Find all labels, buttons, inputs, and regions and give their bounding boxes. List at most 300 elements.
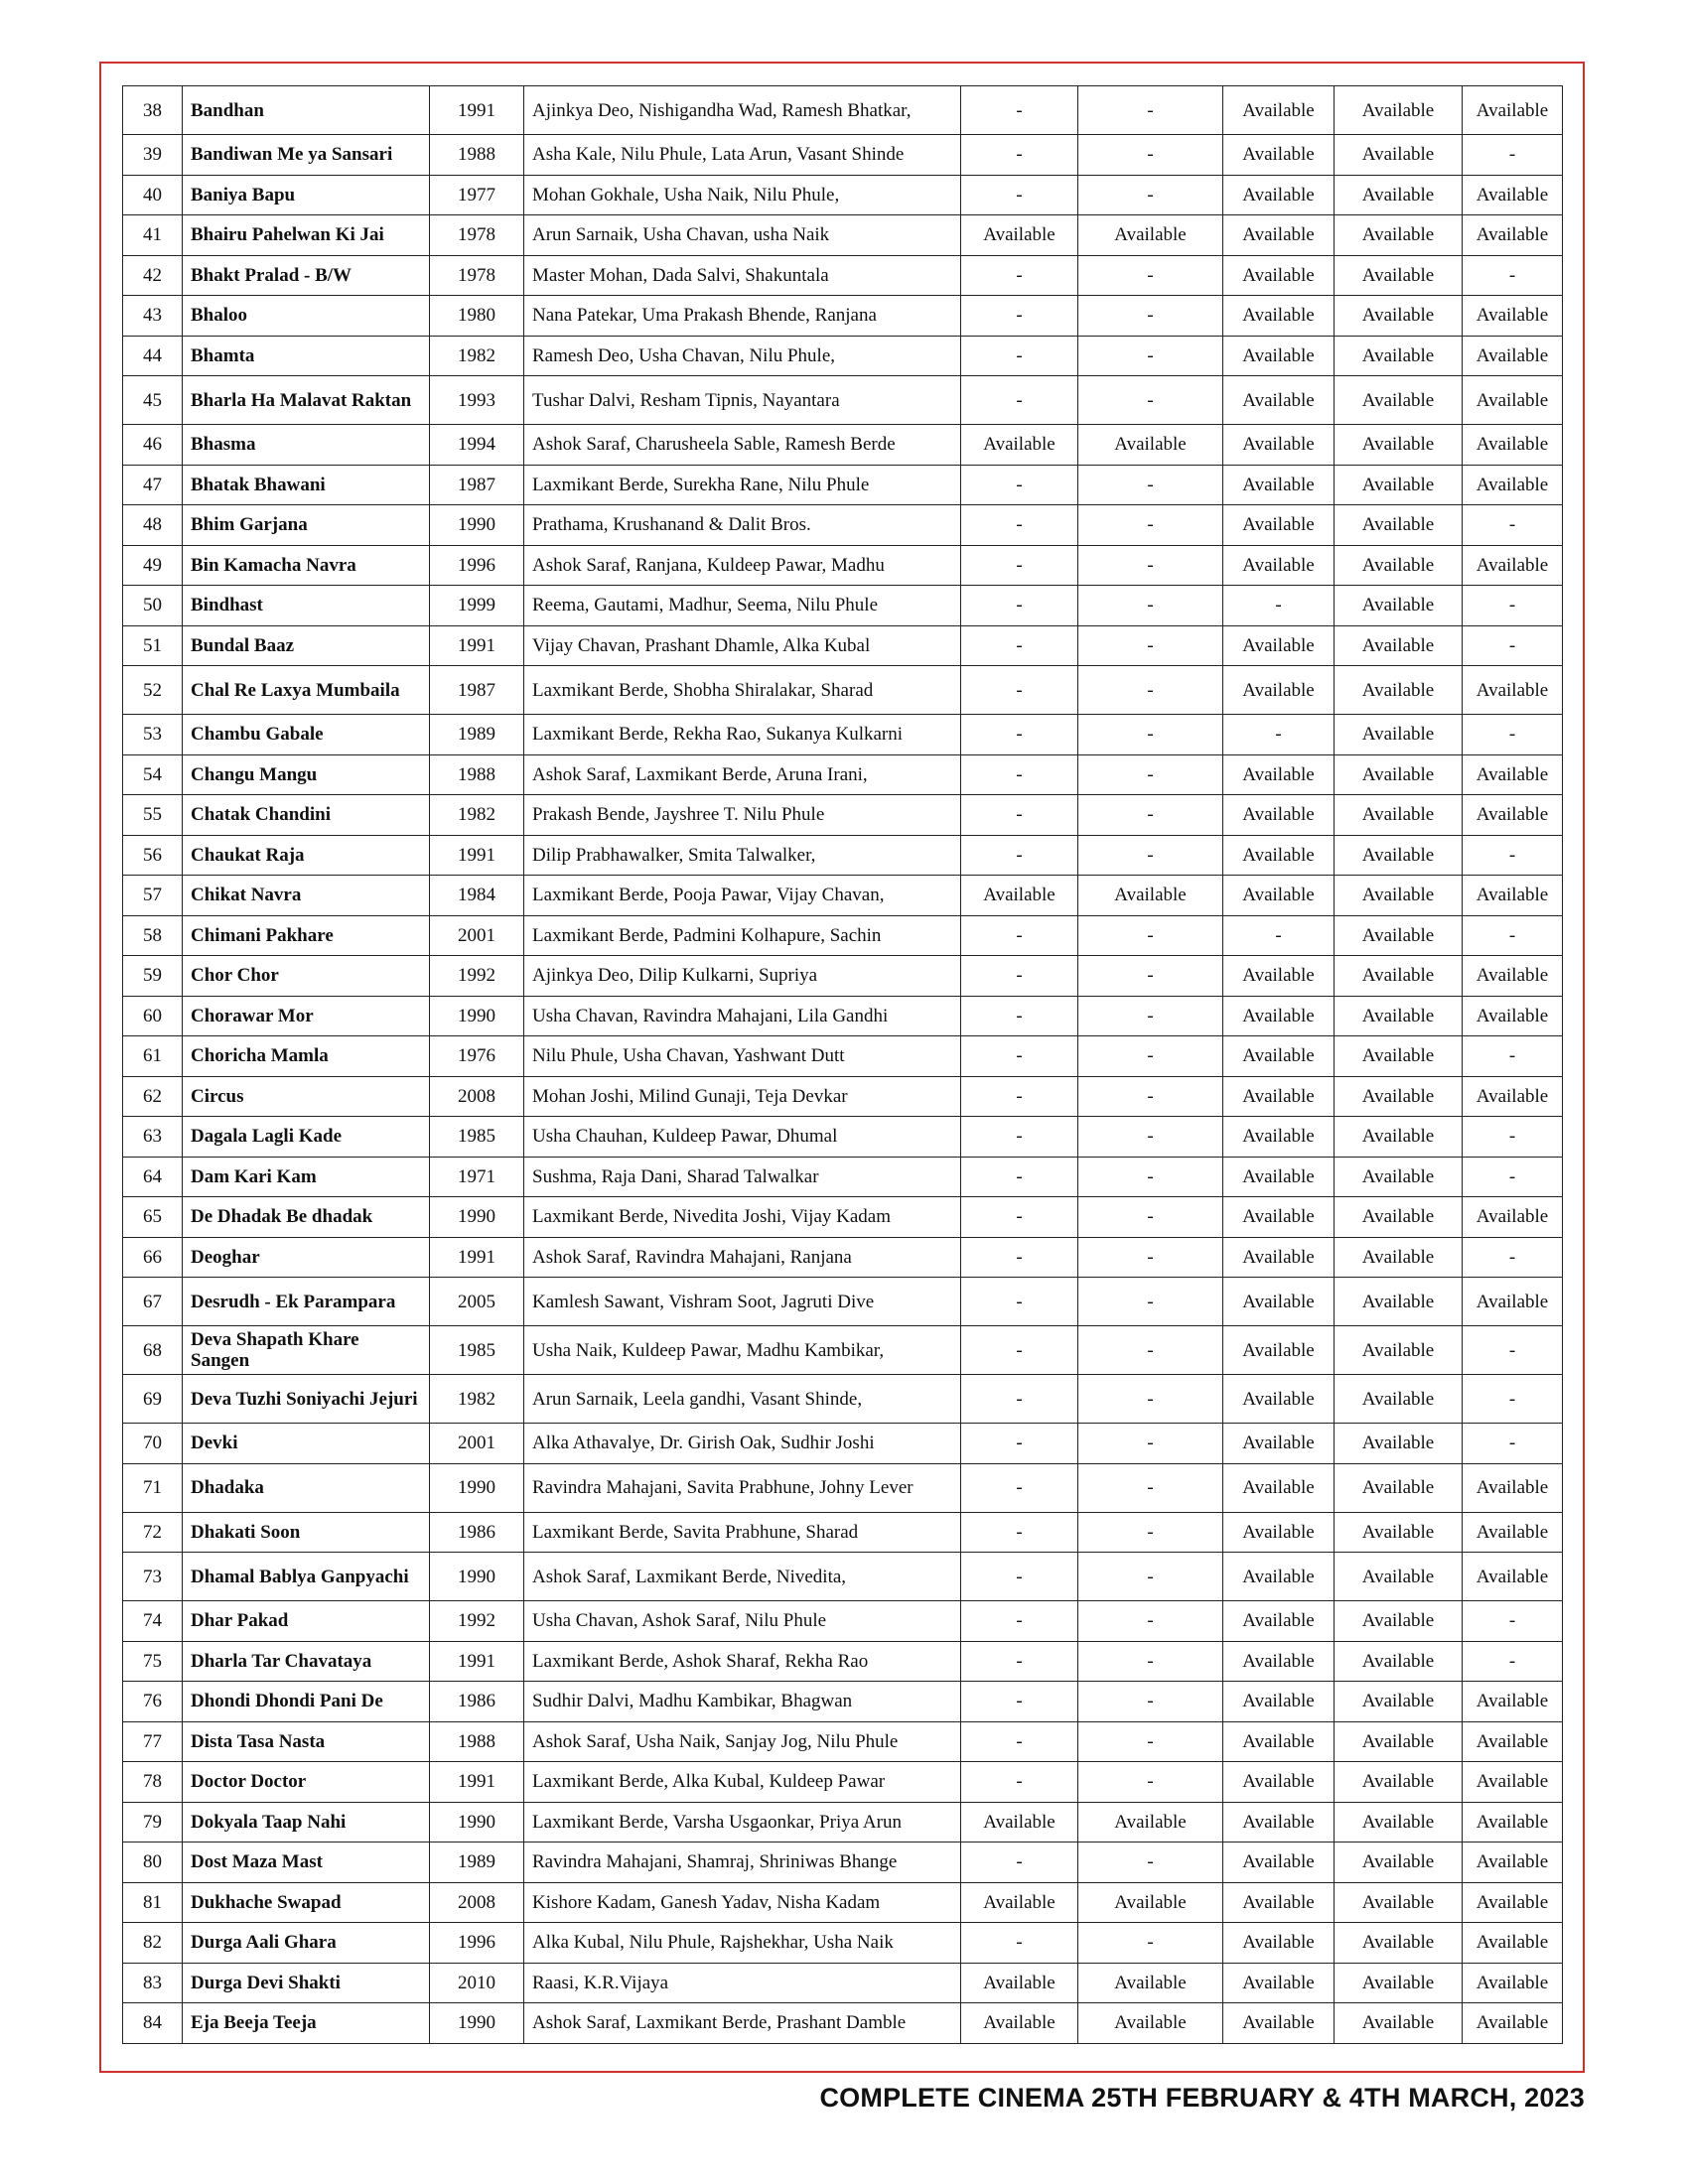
availability-2: Available xyxy=(1078,876,1223,916)
table-row xyxy=(123,175,1563,215)
availability-3: Available xyxy=(1223,996,1335,1036)
availability-5: Available xyxy=(1463,956,1563,997)
availability-5: Available xyxy=(1463,545,1563,586)
availability-3: Available xyxy=(1223,1843,1335,1883)
availability-4: Available xyxy=(1335,1923,1463,1964)
film-year: 1992 xyxy=(430,956,524,997)
availability-4: Available xyxy=(1335,586,1463,626)
film-number: 39 xyxy=(123,135,183,176)
availability-3: Available xyxy=(1223,876,1335,916)
availability-3: Available xyxy=(1223,1601,1335,1642)
availability-2: - xyxy=(1078,1553,1223,1601)
table-row xyxy=(123,465,1563,505)
availability-1: - xyxy=(961,1076,1078,1117)
availability-2: - xyxy=(1078,715,1223,755)
availability-2: - xyxy=(1078,1076,1223,1117)
availability-5: - xyxy=(1463,1157,1563,1197)
table-row xyxy=(123,1762,1563,1803)
film-table xyxy=(122,85,1563,2044)
film-year: 1985 xyxy=(430,1117,524,1158)
availability-5: Available xyxy=(1463,296,1563,337)
film-number: 83 xyxy=(123,1963,183,2003)
film-cast: Asha Kale, Nilu Phule, Lata Arun, Vasant Shinde xyxy=(524,135,961,176)
availability-3: Available xyxy=(1223,1375,1335,1424)
availability-4: Available xyxy=(1335,1424,1463,1464)
availability-1: - xyxy=(961,465,1078,505)
film-year: 1994 xyxy=(430,425,524,466)
availability-3: Available xyxy=(1223,1278,1335,1326)
film-year: 1985 xyxy=(430,1326,524,1375)
table-row xyxy=(123,1601,1563,1642)
availability-2: Available xyxy=(1078,1802,1223,1843)
availability-5: - xyxy=(1463,1424,1563,1464)
film-number: 51 xyxy=(123,625,183,666)
availability-2: - xyxy=(1078,135,1223,176)
availability-1: - xyxy=(961,1237,1078,1278)
film-title: Eja Beeja Teeja xyxy=(183,2003,430,2044)
film-year: 1990 xyxy=(430,996,524,1036)
film-title: Chatak Chandini xyxy=(183,795,430,836)
availability-4: Available xyxy=(1335,1157,1463,1197)
availability-2: - xyxy=(1078,666,1223,715)
table-row xyxy=(123,996,1563,1036)
film-title: Bandhan xyxy=(183,86,430,135)
availability-2: - xyxy=(1078,1036,1223,1077)
availability-2: - xyxy=(1078,1843,1223,1883)
availability-4: Available xyxy=(1335,956,1463,997)
film-year: 2010 xyxy=(430,1963,524,2003)
film-number: 47 xyxy=(123,465,183,505)
availability-4: Available xyxy=(1335,255,1463,296)
availability-4: Available xyxy=(1335,835,1463,876)
availability-2: Available xyxy=(1078,1882,1223,1923)
availability-2: - xyxy=(1078,1375,1223,1424)
film-cast: Usha Chavan, Ashok Saraf, Nilu Phule xyxy=(524,1601,961,1642)
availability-3: Available xyxy=(1223,1076,1335,1117)
availability-2: - xyxy=(1078,586,1223,626)
availability-1: - xyxy=(961,175,1078,215)
availability-2: - xyxy=(1078,915,1223,956)
table-row xyxy=(123,1076,1563,1117)
availability-2: - xyxy=(1078,465,1223,505)
film-title: Chal Re Laxya Mumbaila xyxy=(183,666,430,715)
availability-1: - xyxy=(961,1601,1078,1642)
availability-1: - xyxy=(961,1197,1078,1238)
film-cast: Laxmikant Berde, Varsha Usgaonkar, Priya Arun xyxy=(524,1802,961,1843)
film-title: Dhakati Soon xyxy=(183,1512,430,1553)
availability-4: Available xyxy=(1335,376,1463,425)
film-year: 1976 xyxy=(430,1036,524,1077)
film-year: 1992 xyxy=(430,1601,524,1642)
film-year: 1990 xyxy=(430,1553,524,1601)
availability-4: Available xyxy=(1335,1036,1463,1077)
availability-3: Available xyxy=(1223,425,1335,466)
availability-4: Available xyxy=(1335,1375,1463,1424)
film-title: Changu Mangu xyxy=(183,754,430,795)
availability-4: Available xyxy=(1335,1463,1463,1512)
film-cast: Arun Sarnaik, Leela gandhi, Vasant Shinde, xyxy=(524,1375,961,1424)
film-number: 77 xyxy=(123,1721,183,1762)
film-year: 1971 xyxy=(430,1157,524,1197)
film-number: 82 xyxy=(123,1923,183,1964)
availability-1: - xyxy=(961,1278,1078,1326)
film-cast: Nana Patekar, Uma Prakash Bhende, Ranjana xyxy=(524,296,961,337)
availability-3: Available xyxy=(1223,255,1335,296)
availability-2: Available xyxy=(1078,1963,1223,2003)
film-year: 2001 xyxy=(430,915,524,956)
film-title: Deva Tuzhi Soniyachi Jejuri xyxy=(183,1375,430,1424)
availability-1: - xyxy=(961,1641,1078,1682)
film-cast: Ashok Saraf, Laxmikant Berde, Nivedita, xyxy=(524,1553,961,1601)
film-year: 1990 xyxy=(430,1197,524,1238)
availability-5: - xyxy=(1463,1237,1563,1278)
film-title: Durga Devi Shakti xyxy=(183,1963,430,2003)
availability-3: Available xyxy=(1223,1963,1335,2003)
availability-4: Available xyxy=(1335,1682,1463,1722)
film-title: Dharla Tar Chavataya xyxy=(183,1641,430,1682)
availability-2: - xyxy=(1078,296,1223,337)
film-year: 1980 xyxy=(430,296,524,337)
film-cast: Ashok Saraf, Laxmikant Berde, Prashant Damble xyxy=(524,2003,961,2044)
availability-2: - xyxy=(1078,1721,1223,1762)
film-cast: Alka Kubal, Nilu Phule, Rajshekhar, Usha Naik xyxy=(524,1923,961,1964)
film-year: 1996 xyxy=(430,1923,524,1964)
availability-1: Available xyxy=(961,1882,1078,1923)
availability-5: - xyxy=(1463,715,1563,755)
availability-1: - xyxy=(961,1463,1078,1512)
availability-1: - xyxy=(961,915,1078,956)
film-title: Dhondi Dhondi Pani De xyxy=(183,1682,430,1722)
film-year: 1986 xyxy=(430,1682,524,1722)
availability-3: Available xyxy=(1223,666,1335,715)
availability-1: - xyxy=(961,1326,1078,1375)
availability-3: Available xyxy=(1223,1197,1335,1238)
availability-4: Available xyxy=(1335,1117,1463,1158)
availability-1: Available xyxy=(961,1963,1078,2003)
table-row xyxy=(123,715,1563,755)
availability-2: - xyxy=(1078,1278,1223,1326)
film-year: 2001 xyxy=(430,1424,524,1464)
availability-3: Available xyxy=(1223,1463,1335,1512)
availability-2: - xyxy=(1078,1463,1223,1512)
table-row xyxy=(123,1036,1563,1077)
film-number: 38 xyxy=(123,86,183,135)
availability-1: - xyxy=(961,1375,1078,1424)
availability-5: Available xyxy=(1463,2003,1563,2044)
availability-1: - xyxy=(961,296,1078,337)
availability-1: - xyxy=(961,715,1078,755)
film-cast: Laxmikant Berde, Alka Kubal, Kuldeep Pawar xyxy=(524,1762,961,1803)
availability-4: Available xyxy=(1335,1963,1463,2003)
film-year: 1986 xyxy=(430,1512,524,1553)
availability-2: - xyxy=(1078,545,1223,586)
availability-2: - xyxy=(1078,505,1223,546)
table-row xyxy=(123,876,1563,916)
availability-5: - xyxy=(1463,1601,1563,1642)
film-number: 63 xyxy=(123,1117,183,1158)
availability-4: Available xyxy=(1335,1512,1463,1553)
availability-3: Available xyxy=(1223,795,1335,836)
film-cast: Master Mohan, Dada Salvi, Shakuntala xyxy=(524,255,961,296)
availability-1: - xyxy=(961,795,1078,836)
film-cast: Ashok Saraf, Laxmikant Berde, Aruna Irani, xyxy=(524,754,961,795)
availability-2: - xyxy=(1078,754,1223,795)
availability-2: Available xyxy=(1078,2003,1223,2044)
film-year: 1989 xyxy=(430,1843,524,1883)
film-title: Durga Aali Ghara xyxy=(183,1923,430,1964)
availability-3: Available xyxy=(1223,2003,1335,2044)
film-title: Doctor Doctor xyxy=(183,1762,430,1803)
table-row xyxy=(123,2003,1563,2044)
table-row xyxy=(123,795,1563,836)
availability-3: Available xyxy=(1223,376,1335,425)
availability-1: - xyxy=(961,666,1078,715)
availability-2: - xyxy=(1078,175,1223,215)
table-row xyxy=(123,586,1563,626)
availability-2: - xyxy=(1078,86,1223,135)
film-cast: Sushma, Raja Dani, Sharad Talwalkar xyxy=(524,1157,961,1197)
film-title: Bhaloo xyxy=(183,296,430,337)
availability-3: Available xyxy=(1223,465,1335,505)
film-number: 53 xyxy=(123,715,183,755)
availability-5: Available xyxy=(1463,1802,1563,1843)
film-number: 73 xyxy=(123,1553,183,1601)
availability-1: Available xyxy=(961,1802,1078,1843)
availability-2: - xyxy=(1078,1512,1223,1553)
film-cast: Alka Athavalye, Dr. Girish Oak, Sudhir Joshi xyxy=(524,1424,961,1464)
availability-4: Available xyxy=(1335,1237,1463,1278)
film-year: 1991 xyxy=(430,1641,524,1682)
availability-3: Available xyxy=(1223,1802,1335,1843)
availability-3: Available xyxy=(1223,956,1335,997)
availability-5: - xyxy=(1463,1641,1563,1682)
film-title: Dagala Lagli Kade xyxy=(183,1117,430,1158)
film-cast: Prakash Bende, Jayshree T. Nilu Phule xyxy=(524,795,961,836)
film-year: 1993 xyxy=(430,376,524,425)
film-title: Chorawar Mor xyxy=(183,996,430,1036)
film-number: 56 xyxy=(123,835,183,876)
table-row xyxy=(123,545,1563,586)
film-year: 2008 xyxy=(430,1882,524,1923)
film-year: 1991 xyxy=(430,625,524,666)
film-title: De Dhadak Be dhadak xyxy=(183,1197,430,1238)
availability-1: - xyxy=(961,1117,1078,1158)
availability-3: Available xyxy=(1223,336,1335,376)
availability-3: Available xyxy=(1223,1923,1335,1964)
availability-4: Available xyxy=(1335,505,1463,546)
film-cast: Vijay Chavan, Prashant Dhamle, Alka Kubal xyxy=(524,625,961,666)
availability-5: - xyxy=(1463,135,1563,176)
film-number: 48 xyxy=(123,505,183,546)
film-number: 55 xyxy=(123,795,183,836)
availability-2: - xyxy=(1078,1424,1223,1464)
film-year: 1987 xyxy=(430,465,524,505)
availability-2: - xyxy=(1078,1157,1223,1197)
table-row xyxy=(123,86,1563,135)
availability-1: - xyxy=(961,86,1078,135)
availability-4: Available xyxy=(1335,1197,1463,1238)
availability-4: Available xyxy=(1335,666,1463,715)
film-number: 69 xyxy=(123,1375,183,1424)
availability-1: - xyxy=(961,1036,1078,1077)
film-title: Dukhache Swapad xyxy=(183,1882,430,1923)
availability-4: Available xyxy=(1335,2003,1463,2044)
table-row xyxy=(123,1157,1563,1197)
availability-2: - xyxy=(1078,376,1223,425)
availability-1: Available xyxy=(961,425,1078,466)
table-row xyxy=(123,1923,1563,1964)
availability-4: Available xyxy=(1335,545,1463,586)
availability-1: Available xyxy=(961,876,1078,916)
film-title: Deoghar xyxy=(183,1237,430,1278)
film-year: 1991 xyxy=(430,835,524,876)
availability-3: Available xyxy=(1223,1882,1335,1923)
availability-1: - xyxy=(961,835,1078,876)
availability-1: Available xyxy=(961,215,1078,256)
film-cast: Ashok Saraf, Usha Naik, Sanjay Jog, Nilu Phule xyxy=(524,1721,961,1762)
table-row xyxy=(123,505,1563,546)
film-cast: Tushar Dalvi, Resham Tipnis, Nayantara xyxy=(524,376,961,425)
availability-3: Available xyxy=(1223,1762,1335,1803)
film-title: Chimani Pakhare xyxy=(183,915,430,956)
availability-2: - xyxy=(1078,795,1223,836)
availability-5: Available xyxy=(1463,86,1563,135)
availability-4: Available xyxy=(1335,1326,1463,1375)
film-year: 1988 xyxy=(430,754,524,795)
film-cast: Usha Chauhan, Kuldeep Pawar, Dhumal xyxy=(524,1117,961,1158)
availability-5: Available xyxy=(1463,1762,1563,1803)
film-cast: Laxmikant Berde, Nivedita Joshi, Vijay Kadam xyxy=(524,1197,961,1238)
table-row xyxy=(123,1843,1563,1883)
film-year: 1977 xyxy=(430,175,524,215)
film-cast: Reema, Gautami, Madhur, Seema, Nilu Phule xyxy=(524,586,961,626)
film-number: 42 xyxy=(123,255,183,296)
film-number: 40 xyxy=(123,175,183,215)
table-row xyxy=(123,1117,1563,1158)
availability-3: Available xyxy=(1223,215,1335,256)
availability-1: - xyxy=(961,1157,1078,1197)
film-title: Dam Kari Kam xyxy=(183,1157,430,1197)
availability-2: - xyxy=(1078,1197,1223,1238)
film-title: Bin Kamacha Navra xyxy=(183,545,430,586)
film-number: 49 xyxy=(123,545,183,586)
availability-5: Available xyxy=(1463,1721,1563,1762)
film-title: Baniya Bapu xyxy=(183,175,430,215)
availability-4: Available xyxy=(1335,996,1463,1036)
availability-5: Available xyxy=(1463,336,1563,376)
availability-5: Available xyxy=(1463,1682,1563,1722)
film-year: 1991 xyxy=(430,1762,524,1803)
availability-5: - xyxy=(1463,1326,1563,1375)
film-title: Bandiwan Me ya Sansari xyxy=(183,135,430,176)
availability-5: Available xyxy=(1463,1553,1563,1601)
availability-2: - xyxy=(1078,1641,1223,1682)
table-row xyxy=(123,1802,1563,1843)
film-title: Chaukat Raja xyxy=(183,835,430,876)
film-cast: Sudhir Dalvi, Madhu Kambikar, Bhagwan xyxy=(524,1682,961,1722)
availability-3: Available xyxy=(1223,754,1335,795)
film-title: Dhadaka xyxy=(183,1463,430,1512)
availability-3: - xyxy=(1223,586,1335,626)
film-cast: Arun Sarnaik, Usha Chavan, usha Naik xyxy=(524,215,961,256)
film-year: 1988 xyxy=(430,135,524,176)
availability-4: Available xyxy=(1335,175,1463,215)
film-year: 1988 xyxy=(430,1721,524,1762)
availability-4: Available xyxy=(1335,1601,1463,1642)
availability-5: - xyxy=(1463,1036,1563,1077)
film-title: Chikat Navra xyxy=(183,876,430,916)
film-number: 71 xyxy=(123,1463,183,1512)
availability-4: Available xyxy=(1335,1882,1463,1923)
availability-5: Available xyxy=(1463,876,1563,916)
film-number: 58 xyxy=(123,915,183,956)
film-title: Choricha Mamla xyxy=(183,1036,430,1077)
availability-3: Available xyxy=(1223,1424,1335,1464)
availability-4: Available xyxy=(1335,425,1463,466)
availability-3: Available xyxy=(1223,835,1335,876)
film-number: 72 xyxy=(123,1512,183,1553)
film-title: Bhasma xyxy=(183,425,430,466)
film-year: 1996 xyxy=(430,545,524,586)
film-cast: Laxmikant Berde, Ashok Sharaf, Rekha Rao xyxy=(524,1641,961,1682)
table-row xyxy=(123,625,1563,666)
table-row xyxy=(123,835,1563,876)
film-number: 67 xyxy=(123,1278,183,1326)
table-row xyxy=(123,215,1563,256)
film-cast: Kishore Kadam, Ganesh Yadav, Nisha Kadam xyxy=(524,1882,961,1923)
film-number: 50 xyxy=(123,586,183,626)
availability-3: Available xyxy=(1223,1036,1335,1077)
availability-4: Available xyxy=(1335,1076,1463,1117)
availability-2: - xyxy=(1078,1117,1223,1158)
table-row xyxy=(123,956,1563,997)
table-row xyxy=(123,1882,1563,1923)
table-row xyxy=(123,1512,1563,1553)
availability-3: Available xyxy=(1223,1641,1335,1682)
availability-2: - xyxy=(1078,625,1223,666)
film-title: Bundal Baaz xyxy=(183,625,430,666)
film-number: 84 xyxy=(123,2003,183,2044)
availability-4: Available xyxy=(1335,1721,1463,1762)
film-year: 2008 xyxy=(430,1076,524,1117)
film-cast: Mohan Joshi, Milind Gunaji, Teja Devkar xyxy=(524,1076,961,1117)
availability-4: Available xyxy=(1335,715,1463,755)
availability-4: Available xyxy=(1335,1802,1463,1843)
availability-1: - xyxy=(961,1923,1078,1964)
film-number: 59 xyxy=(123,956,183,997)
table-row xyxy=(123,296,1563,337)
film-number: 81 xyxy=(123,1882,183,1923)
table-row xyxy=(123,1682,1563,1722)
availability-5: - xyxy=(1463,835,1563,876)
availability-5: Available xyxy=(1463,215,1563,256)
availability-3: Available xyxy=(1223,175,1335,215)
film-number: 45 xyxy=(123,376,183,425)
availability-5: - xyxy=(1463,255,1563,296)
availability-2: Available xyxy=(1078,215,1223,256)
availability-4: Available xyxy=(1335,215,1463,256)
table-row xyxy=(123,754,1563,795)
film-title: Bharla Ha Malavat Raktan xyxy=(183,376,430,425)
film-number: 65 xyxy=(123,1197,183,1238)
availability-5: Available xyxy=(1463,996,1563,1036)
availability-3: Available xyxy=(1223,545,1335,586)
availability-5: Available xyxy=(1463,376,1563,425)
availability-3: Available xyxy=(1223,86,1335,135)
availability-2: - xyxy=(1078,996,1223,1036)
film-title: Dhar Pakad xyxy=(183,1601,430,1642)
availability-5: Available xyxy=(1463,1463,1563,1512)
